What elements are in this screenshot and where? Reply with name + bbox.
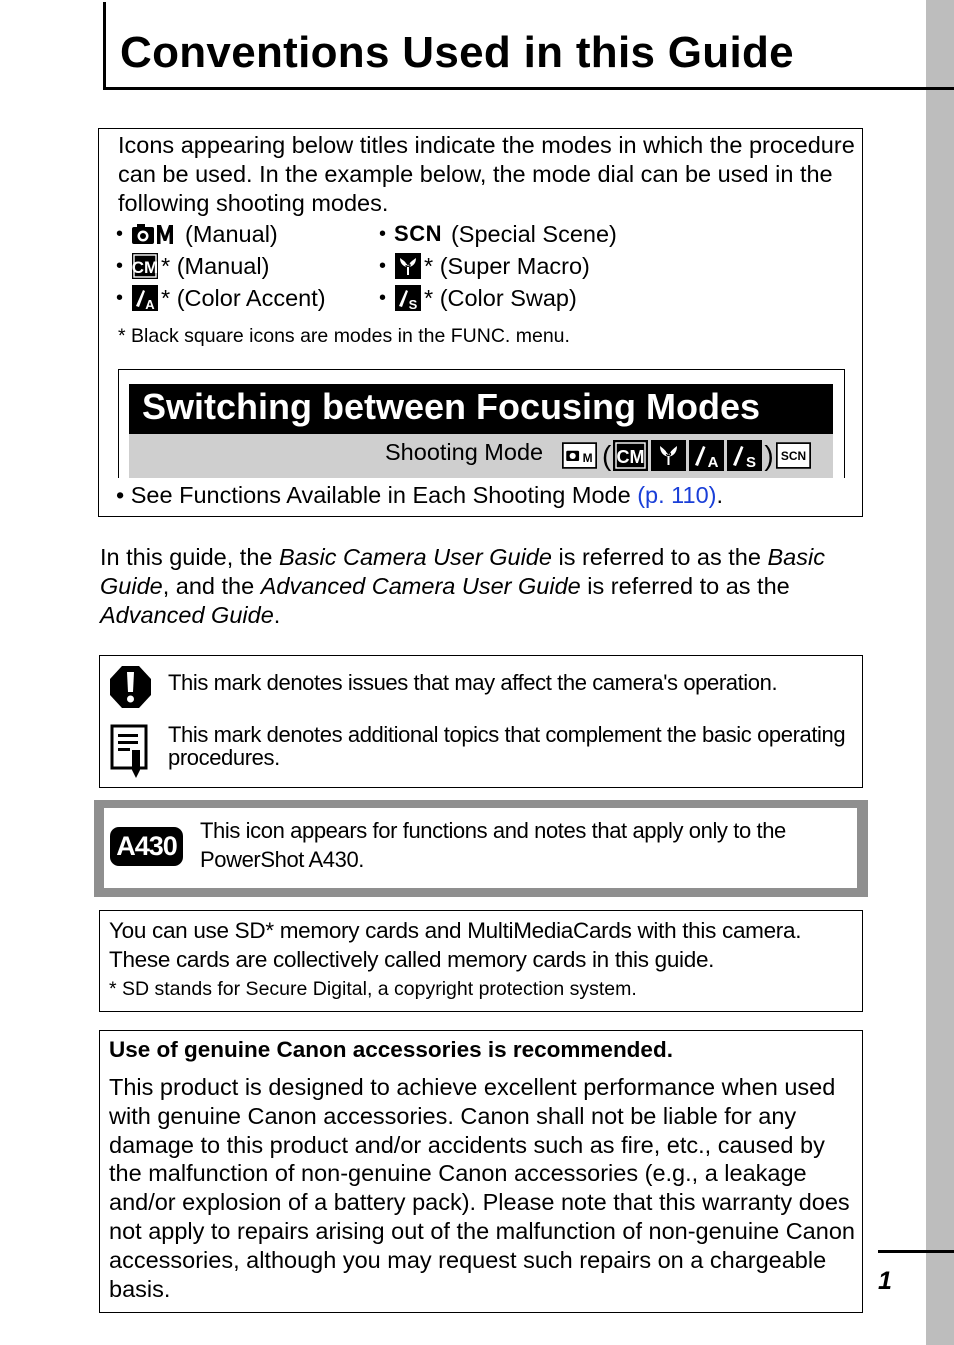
color-accent-icon: [131, 284, 159, 312]
memory-cards-footnote: * SD stands for Secure Digital, a copyright protection system.: [109, 978, 637, 1000]
shooting-mode-label: Shooting Mode: [385, 439, 544, 465]
accessories-box: [99, 1030, 863, 1313]
mode-item: • (Manual): [116, 221, 278, 247]
accessories-body: This product is designed to achieve excellent performance when used with genuine Canon accessories. Canon shall not be liable for any damage to this product and/or accidents such as fire, etc., caused by the malfunction of non-genuine Canon accessories (e.g., a leakage and/or explosion of a battery pack). Please note that this warranty does not apply to repairs arising out of the malfunction of non-genuine Canon accessories, although you may request such repairs on a chargeable basis.: [109, 1074, 855, 1302]
caution-text: This mark denotes issues that may affect the camera's operation.: [168, 670, 778, 695]
svg-text:M: M: [582, 450, 593, 465]
model-box: [94, 800, 868, 897]
page-title: Conventions Used in this Guide: [120, 28, 794, 77]
super-macro-icon: [651, 440, 686, 471]
memory-cards-text: You can use SD* memory cards and MultiMediaCards with this camera. These cards are collectively called memory cards in this guide.: [109, 918, 802, 972]
page-110-link[interactable]: (p. 110): [637, 482, 717, 508]
memory-cards-box: [99, 910, 863, 1012]
marks-box: [99, 655, 863, 788]
see-functions-line: • See Functions Available in Each Shooting Mode (p. 110).: [116, 482, 723, 508]
camera-m-icon: [562, 440, 597, 471]
mode-item: • CM * (Manual): [116, 253, 270, 279]
svg-text:S: S: [746, 454, 757, 471]
memo-text: This mark denotes additional topics that complement the basic operating procedures.: [168, 722, 846, 770]
mode-item: • SCN (Special Scene): [379, 218, 617, 250]
cm-square-icon: [613, 440, 648, 471]
color-accent-icon: [689, 440, 724, 471]
example-section: [118, 369, 845, 478]
scn-icon: [776, 440, 811, 471]
guide-naming-paragraph: In this guide, the Basic Camera User Guide is referred to as the Basic Guide, and the Advanced Camera User Guide is referred to as the Advanced Guide.: [100, 544, 825, 628]
mode-item: • S * (Super Macro): [379, 253, 590, 279]
svg-text:CM: CM: [131, 258, 159, 277]
shooting-mode-bar: [129, 434, 833, 478]
modes-footnote: * Black square icons are modes in the FUNC. menu.: [118, 325, 570, 347]
example-heading: Switching between Focusing Modes: [129, 384, 833, 434]
page-number: 1: [878, 1267, 892, 1295]
shooting-mode-icons: M ( CM S A S ) SCN: [562, 439, 814, 472]
svg-text:S: S: [665, 448, 672, 458]
color-swap-icon: [727, 440, 762, 471]
camera-m-icon: [131, 221, 177, 247]
svg-text:A: A: [145, 297, 155, 312]
memo-icon: [110, 724, 148, 780]
title-rule-vertical: [103, 2, 106, 90]
modes-left-column: [116, 218, 326, 314]
svg-text:S: S: [408, 297, 418, 312]
page-number-rule: [878, 1250, 954, 1253]
title-rule-horizontal: [103, 87, 954, 90]
modes-right-column: [379, 218, 617, 314]
modes-box: [98, 128, 863, 517]
modes-intro: Icons appearing below titles indicate the modes in which the procedure can be used. In the example below, the mode dial can be used in the following shooting modes.: [118, 132, 855, 216]
scn-icon: SCN: [394, 221, 442, 246]
svg-text:A: A: [707, 454, 719, 471]
super-macro-icon: [394, 252, 422, 280]
svg-text:S: S: [405, 259, 412, 269]
mode-item: • A * (Color Accent): [116, 285, 326, 312]
accessories-heading: Use of genuine Canon accessories is recommended.: [109, 1037, 673, 1062]
cm-square-icon: [131, 252, 159, 280]
a430-badge-icon: A430: [110, 827, 183, 866]
svg-text:CM: CM: [616, 447, 645, 467]
caution-icon: [108, 664, 153, 710]
color-swap-icon: [394, 284, 422, 312]
svg-text:SCN: SCN: [780, 449, 806, 464]
side-tab-bar: [926, 0, 954, 1345]
a430-text: This icon appears for functions and notes that apply only to the PowerShot A430.: [200, 818, 786, 872]
mode-item: • S * (Color Swap): [379, 285, 577, 312]
